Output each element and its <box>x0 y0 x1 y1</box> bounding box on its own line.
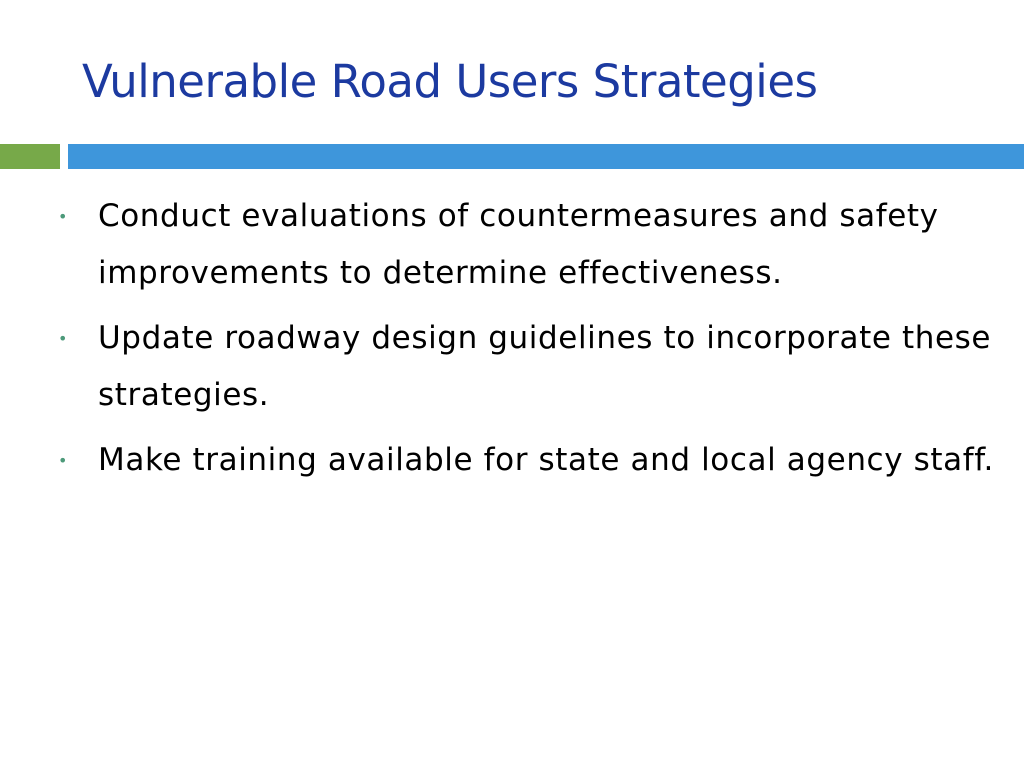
bullet-list <box>58 188 998 497</box>
bullet-dot-icon: • <box>58 451 69 470</box>
slide-title: Vulnerable Road Users Strategies <box>82 55 818 108</box>
bullet-dot-icon: • <box>58 207 69 226</box>
bullet-item <box>58 432 998 489</box>
bullet-dot-icon: • <box>58 329 69 348</box>
bullet-item <box>58 188 998 302</box>
bullet-text: Make training available for state and local agency staff. <box>98 442 994 478</box>
accent-bar-blue <box>68 144 1024 169</box>
bullet-text: Update roadway design guidelines to incorporate these strategies. <box>98 320 992 413</box>
bullet-text: Conduct evaluations of countermeasures and safety improvements to determine effectiveness. <box>98 198 939 291</box>
accent-bar-green <box>0 144 60 169</box>
bullet-item <box>58 310 998 424</box>
